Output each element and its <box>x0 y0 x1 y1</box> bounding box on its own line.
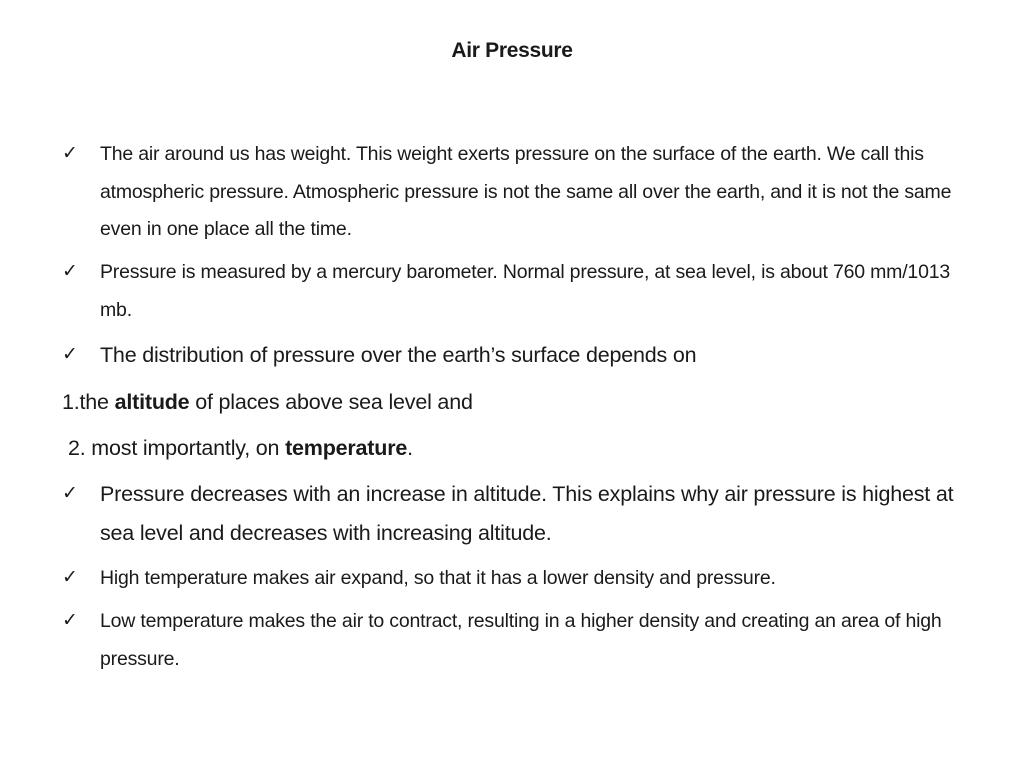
numbered-prefix: 1.the <box>62 390 115 414</box>
checkmark-icon: ✓ <box>62 142 78 164</box>
bullet-distribution <box>62 336 972 375</box>
bullet-text: Pressure decreases with an increase in altitude. This explains why air pressure is highest at sea level and decreases with increasing altitude. <box>100 482 954 545</box>
bullet-low-temperature <box>62 603 972 678</box>
checkmark-icon: ✓ <box>62 609 78 631</box>
bullet-text: The distribution of pressure over the earth’s surface depends on <box>100 343 697 367</box>
bullet-weight-of-air <box>62 136 972 249</box>
bullet-text: Pressure is measured by a mercury barometer. Normal pressure, at sea level, is about 760 mm/1013 mb. <box>100 261 951 321</box>
bullet-barometer <box>62 254 972 329</box>
checkmark-icon: ✓ <box>62 566 78 588</box>
numbered-suffix: . <box>407 436 413 460</box>
numbered-suffix: of places above sea level and <box>189 390 473 414</box>
bullet-text: High temperature makes air expand, so that it has a lower density and pressure. <box>100 567 776 589</box>
bullet-text: The air around us has weight. This weight exerts pressure on the surface of the earth. We call this atmospheric pressure. Atmospheric pressure is not the same all over the earth, and it is not the same even in one place all the time. <box>100 143 952 240</box>
numbered-item-altitude <box>62 383 473 422</box>
bullet-high-temperature <box>62 560 972 598</box>
checkmark-icon: ✓ <box>62 260 78 282</box>
numbered-item-temperature <box>68 429 413 468</box>
numbered-prefix: 2. most importantly, on <box>68 436 286 460</box>
slide-title: Air Pressure <box>451 39 573 62</box>
checkmark-icon: ✓ <box>62 343 78 365</box>
checkmark-icon: ✓ <box>62 482 78 504</box>
bullet-text: Low temperature makes the air to contract, resulting in a higher density and creating an area of high pressure. <box>100 610 942 670</box>
numbered-bold-term: altitude <box>114 390 190 414</box>
bullet-altitude-effect <box>62 475 972 553</box>
numbered-bold-term: temperature <box>285 436 408 460</box>
